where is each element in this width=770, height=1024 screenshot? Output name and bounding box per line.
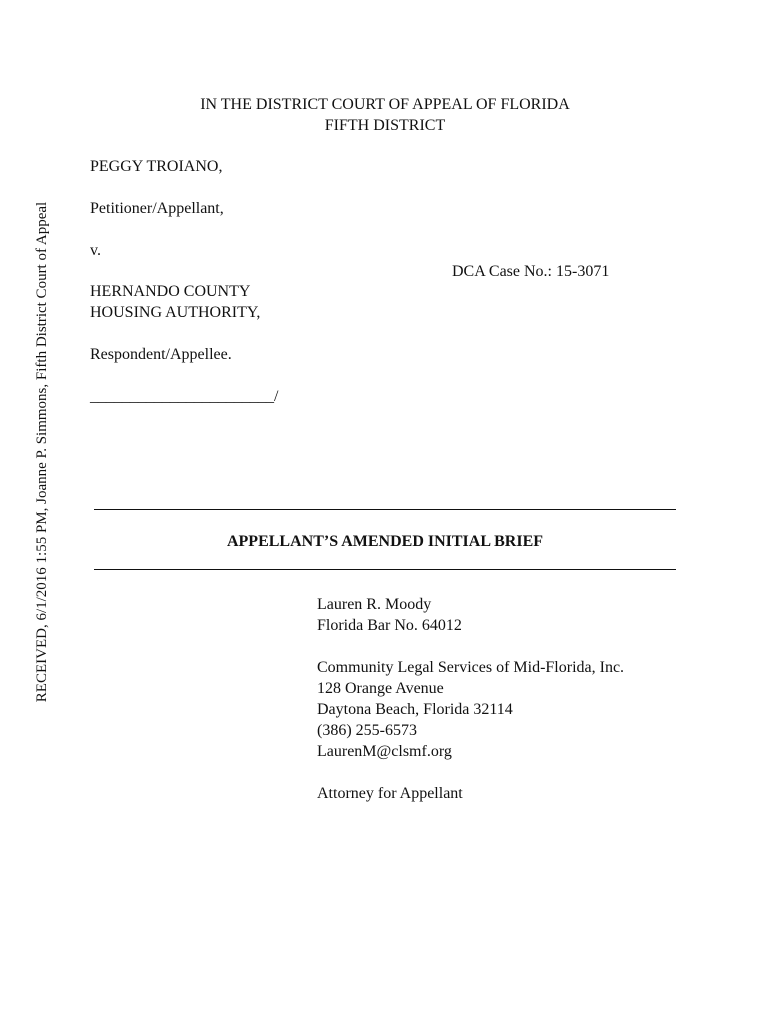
respondent-line-2: HOUSING AUTHORITY, [90,304,261,321]
caption-closing-line: _______________________/ [90,388,279,405]
title-rule-top [94,509,676,510]
attorney-role: Attorney for Appellant [317,785,463,802]
attorney-name: Lauren R. Moody [317,596,432,613]
petitioner-name: PEGGY TROIANO, [90,158,223,175]
received-stamp: RECEIVED, 6/1/2016 1:55 PM, Joanne P. Simmons, Fifth District Court of Appeal [34,201,50,703]
versus: v. [90,242,101,259]
respondent-line-1: HERNANDO COUNTY [90,283,251,300]
attorney-organization: Community Legal Services of Mid-Florida, Inc. [317,659,625,676]
attorney-city: Daytona Beach, Florida 32114 [317,701,513,718]
attorney-email[interactable]: LaurenM@clsmf.org [317,743,452,760]
district-name: FIFTH DISTRICT [324,117,446,134]
case-number: DCA Case No.: 15-3071 [452,263,610,280]
attorney-bar-number: Florida Bar No. 64012 [317,617,462,634]
respondent-role: Respondent/Appellee. [90,346,232,363]
attorney-phone: (386) 255-6573 [317,722,417,739]
petitioner-role: Petitioner/Appellant, [90,200,224,217]
court-name: IN THE DISTRICT COURT OF APPEAL OF FLORIDA [200,96,570,113]
document-title: APPELLANT’S AMENDED INITIAL BRIEF [226,533,544,550]
title-rule-bottom [94,569,676,570]
attorney-block [317,594,624,804]
court-header [0,94,770,136]
attorney-street: 128 Orange Avenue [317,680,444,697]
